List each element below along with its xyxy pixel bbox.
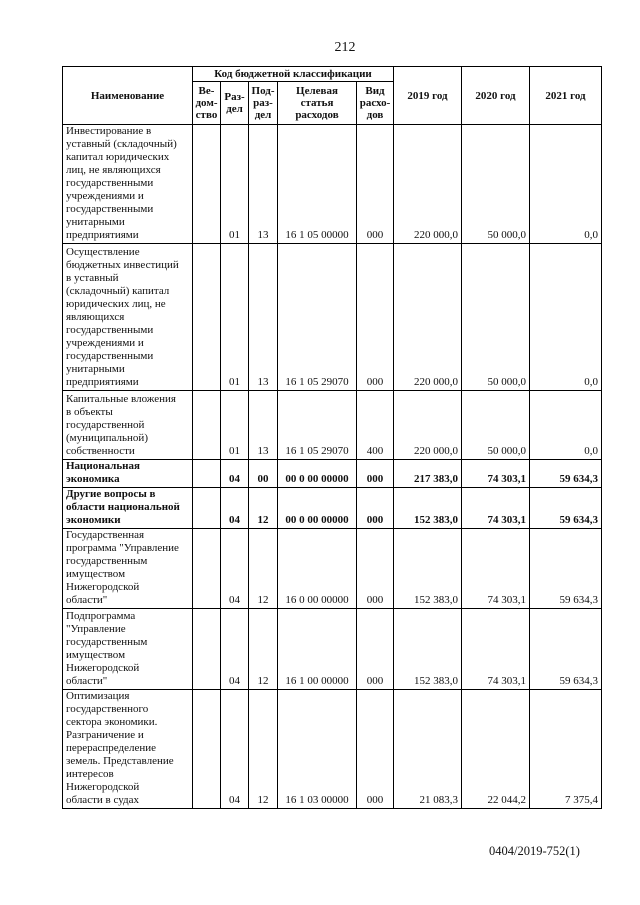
- header-row: [63, 67, 602, 82]
- table-row: [63, 460, 602, 488]
- cell-podrazdel: 13: [249, 391, 278, 460]
- table-row: [63, 391, 602, 460]
- cell-y2021: 7 375,4: [530, 690, 602, 809]
- cell-vedomstvo: [193, 391, 221, 460]
- header-target: Целевая статья расходов: [278, 82, 357, 125]
- cell-razdel: 04: [221, 529, 249, 609]
- cell-podrazdel: 12: [249, 609, 278, 690]
- header-name: Наименование: [63, 67, 193, 125]
- cell-target: 16 1 03 00000: [278, 690, 357, 809]
- cell-y2019: 220 000,0: [394, 391, 462, 460]
- cell-vedomstvo: [193, 609, 221, 690]
- cell-expense-type: 400: [357, 391, 394, 460]
- cell-vedomstvo: [193, 460, 221, 488]
- cell-y2020: 74 303,1: [462, 460, 530, 488]
- table-row: [63, 529, 602, 609]
- cell-expense-type: 000: [357, 488, 394, 529]
- cell-y2020: 74 303,1: [462, 488, 530, 529]
- cell-podrazdel: 12: [249, 690, 278, 809]
- document-code: 0404/2019-752(1): [489, 844, 580, 858]
- header-year-2021: 2021 год: [530, 67, 602, 125]
- table-row: [63, 690, 602, 809]
- cell-y2019: 21 083,3: [394, 690, 462, 809]
- cell-y2021: 59 634,3: [530, 460, 602, 488]
- cell-y2020: 50 000,0: [462, 391, 530, 460]
- cell-name: Национальная экономика: [63, 460, 193, 488]
- cell-name: Оптимизация государственного сектора экономики. Разграничение и перераспределение земель. Представление интересов Нижегородской области в судах: [63, 690, 193, 809]
- cell-podrazdel: 13: [249, 244, 278, 391]
- cell-name: Осуществление бюджетных инвестиций в уставный (складочный) капитал юридических лиц, не являющихся государственными учреждениями и государственными унитарными предприятиями: [63, 244, 193, 391]
- cell-razdel: 01: [221, 244, 249, 391]
- cell-target: 16 0 00 00000: [278, 529, 357, 609]
- header-year-2019: 2019 год: [394, 67, 462, 125]
- cell-razdel: 04: [221, 690, 249, 809]
- cell-y2021: 0,0: [530, 125, 602, 244]
- cell-y2021: 0,0: [530, 244, 602, 391]
- cell-expense-type: 000: [357, 460, 394, 488]
- cell-expense-type: 000: [357, 690, 394, 809]
- cell-expense-type: 000: [357, 244, 394, 391]
- header-year-2020: 2020 год: [462, 67, 530, 125]
- header-razdel: Раз- дел: [221, 82, 249, 125]
- cell-y2020: 50 000,0: [462, 244, 530, 391]
- cell-name: Другие вопросы в области национальной экономики: [63, 488, 193, 529]
- cell-y2019: 152 383,0: [394, 529, 462, 609]
- header-vedomstvo: Ве- дом- ство: [193, 82, 221, 125]
- cell-y2020: 74 303,1: [462, 609, 530, 690]
- cell-name: Капитальные вложения в объекты государственной (муниципальной) собственности: [63, 391, 193, 460]
- cell-vedomstvo: [193, 529, 221, 609]
- table-row: [63, 125, 602, 244]
- cell-expense-type: 000: [357, 125, 394, 244]
- cell-y2020: 50 000,0: [462, 125, 530, 244]
- cell-vedomstvo: [193, 690, 221, 809]
- cell-y2021: 59 634,3: [530, 609, 602, 690]
- cell-name: Государственная программа "Управление государственным имуществом Нижегородской области": [63, 529, 193, 609]
- table-row: [63, 244, 602, 391]
- cell-podrazdel: 12: [249, 529, 278, 609]
- cell-expense-type: 000: [357, 609, 394, 690]
- table-row: [63, 609, 602, 690]
- cell-razdel: 04: [221, 460, 249, 488]
- header-expense-type: Вид расхо- дов: [357, 82, 394, 125]
- header-code-group: Код бюджетной классификации: [193, 67, 394, 82]
- header-podrazdel: Под- раз- дел: [249, 82, 278, 125]
- cell-razdel: 04: [221, 609, 249, 690]
- cell-target: 16 1 05 29070: [278, 244, 357, 391]
- cell-expense-type: 000: [357, 529, 394, 609]
- cell-y2019: 152 383,0: [394, 488, 462, 529]
- cell-target: 16 1 05 29070: [278, 391, 357, 460]
- table-header: [63, 67, 602, 125]
- cell-vedomstvo: [193, 488, 221, 529]
- cell-y2019: 220 000,0: [394, 244, 462, 391]
- cell-y2020: 74 303,1: [462, 529, 530, 609]
- page-number: 212: [334, 40, 356, 55]
- cell-razdel: 01: [221, 125, 249, 244]
- cell-target: 00 0 00 00000: [278, 488, 357, 529]
- cell-y2020: 22 044,2: [462, 690, 530, 809]
- cell-vedomstvo: [193, 244, 221, 391]
- cell-y2019: 217 383,0: [394, 460, 462, 488]
- cell-y2021: 59 634,3: [530, 529, 602, 609]
- cell-y2021: 59 634,3: [530, 488, 602, 529]
- cell-target: 16 1 00 00000: [278, 609, 357, 690]
- cell-y2021: 0,0: [530, 391, 602, 460]
- cell-razdel: 04: [221, 488, 249, 529]
- cell-podrazdel: 00: [249, 460, 278, 488]
- budget-table: [62, 66, 602, 809]
- cell-podrazdel: 12: [249, 488, 278, 529]
- table-row: [63, 488, 602, 529]
- cell-target: 16 1 05 00000: [278, 125, 357, 244]
- cell-name: Подпрограмма "Управление государственным имуществом Нижегородской области": [63, 609, 193, 690]
- cell-vedomstvo: [193, 125, 221, 244]
- cell-target: 00 0 00 00000: [278, 460, 357, 488]
- table-body: [63, 125, 602, 809]
- cell-y2019: 220 000,0: [394, 125, 462, 244]
- cell-y2019: 152 383,0: [394, 609, 462, 690]
- cell-podrazdel: 13: [249, 125, 278, 244]
- cell-razdel: 01: [221, 391, 249, 460]
- cell-name: Инвестирование в уставный (складочный) капитал юридических лиц, не являющихся государственными учреждениями и государственными унитарными предприятиями: [63, 125, 193, 244]
